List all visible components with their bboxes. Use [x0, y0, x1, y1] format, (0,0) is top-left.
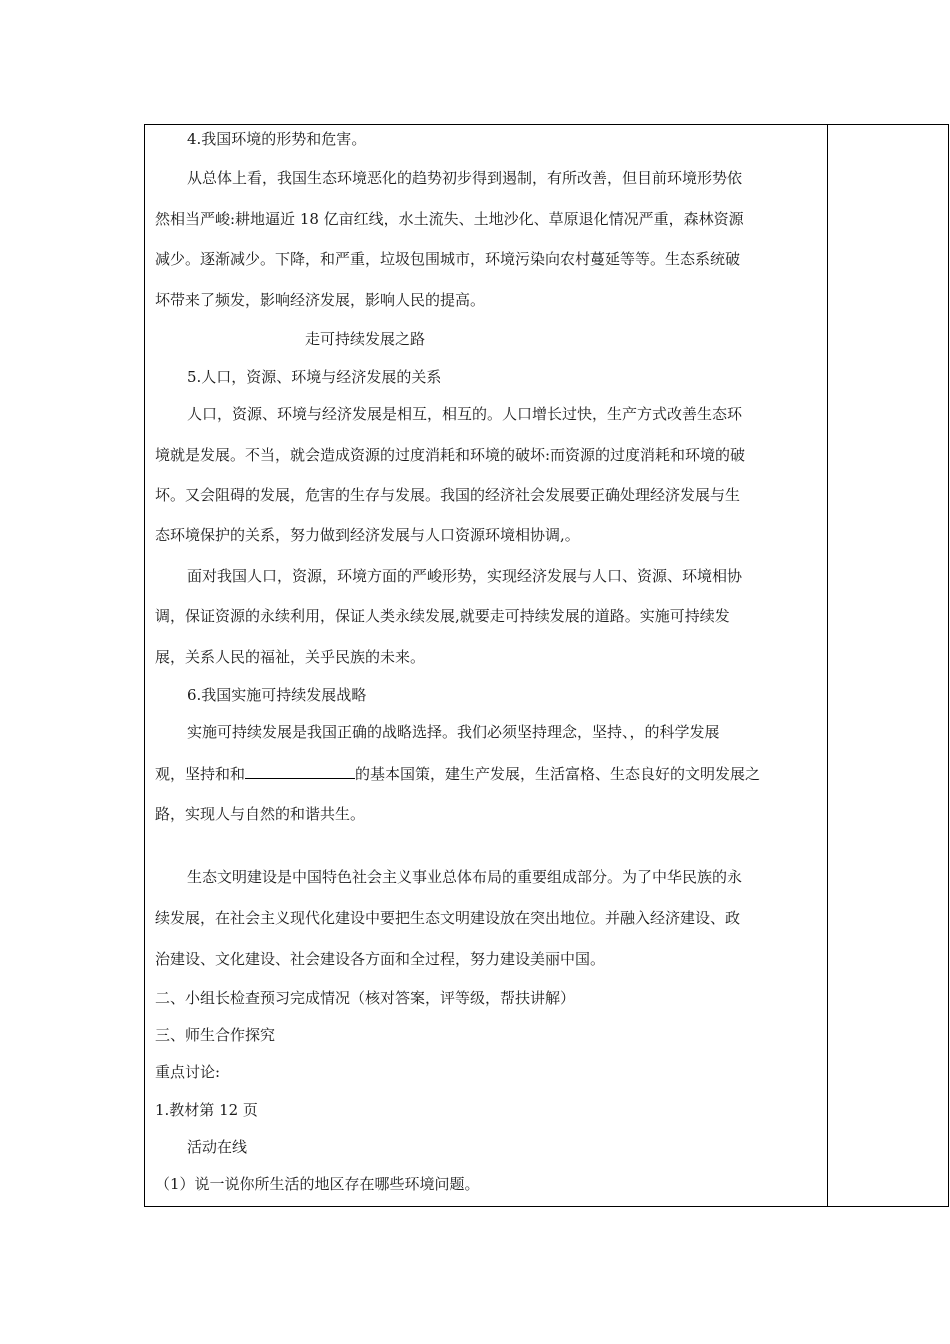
item1: 1.教材第 12 页: [155, 1101, 258, 1119]
document-table: [144, 124, 949, 1207]
section4-p1-l1: 从总体上看，我国生态环境恶化的趋势初步得到遏制，有所改善，但目前环境形势依: [187, 169, 743, 187]
section5-heading: 5.人口，资源、环境与经济发展的关系: [187, 368, 442, 386]
activity-label: 活动在线: [187, 1138, 248, 1156]
ecology-l3: 治建设、文化建设、社会建设各方面和全过程，努力建设美丽中国。: [155, 950, 606, 968]
section5-p1-l3: 坏。又会阻碍的发展，危害的生存与发展。我国的经济社会发展要正确处理经济发展与生: [155, 486, 741, 504]
section5-p2-l1: 面对我国人口，资源，环境方面的严峻形势，实现经济发展与人口、资源、环境相协: [187, 567, 743, 585]
ecology-l2: 续发展，在社会主义现代化建设中要把生态文明建设放在突出地位。并融入经济建设、政: [155, 909, 741, 927]
column-divider: [827, 125, 828, 1206]
section6-p1-l2-end: 的基本国策，建生产发展，生活富格、生态良好的文明发展之: [355, 765, 761, 783]
section6-p1-l1: 实施可持续发展是我国正确的战略选择。我们必须坚持理念，坚持、，的科学发展: [187, 723, 720, 741]
section5-p1-l1: 人口，资源、环境与经济发展是相互，相互的。人口增长过快，生产方式改善生态环: [187, 405, 743, 423]
main-cell: [145, 125, 827, 1206]
fill-in-blank: [245, 764, 355, 779]
ecology-l1: 生态文明建设是中国特色社会主义事业总体布局的重要组成部分。为了中华民族的永: [187, 868, 743, 886]
section5-p1-l4: 态环境保护的关系，努力做到经济发展与人口资源环境相协调,。: [155, 526, 580, 544]
section4-p1-l4: 坏带来了频发，影响经济发展，影响人民的提高。: [155, 291, 486, 309]
section4-p1-l3: 减少。逐渐减少。下降，和严重，垃圾包围城市，环境污染向农村蔓延等等。生态系统破: [155, 250, 741, 268]
part3-heading: 三、师生合作探究: [155, 1026, 276, 1044]
section4-heading: 4.我国环境的形势和危害。: [187, 130, 367, 148]
part2-heading: 二、小组长检查预习完成情况（核对答案，评等级，帮扶讲解）: [155, 989, 576, 1007]
section6-heading: 6.我国实施可持续发展战略: [187, 686, 367, 704]
section6-p1-l2: [155, 764, 760, 783]
discussion-label: 重点讨论:: [155, 1063, 221, 1081]
subtitle: 走可持续发展之路: [305, 330, 426, 348]
section6-p1-l2-start: 观，坚持和和: [155, 765, 246, 783]
section4-p1-l2: 然相当严峻:耕地逼近 18 亿亩红线，水土流失、土地沙化、草原退化情况严重，森林资源: [155, 210, 744, 228]
section5-p2-l3: 展，关系人民的福祉，关乎民族的未来。: [155, 648, 426, 666]
section5-p1-l2: 境就是发展。不当，就会造成资源的过度消耗和环境的破坏:而资源的过度消耗和环境的破: [155, 446, 746, 464]
question1: （1）说一说你所生活的地区存在哪些环境问题。: [155, 1175, 480, 1193]
section6-p1-l3: 路，实现人与自然的和谐共生。: [155, 805, 366, 823]
section5-p2-l2: 调，保证资源的永续利用，保证人类永续发展,就要走可持续发展的道路。实施可持续发: [155, 607, 730, 625]
